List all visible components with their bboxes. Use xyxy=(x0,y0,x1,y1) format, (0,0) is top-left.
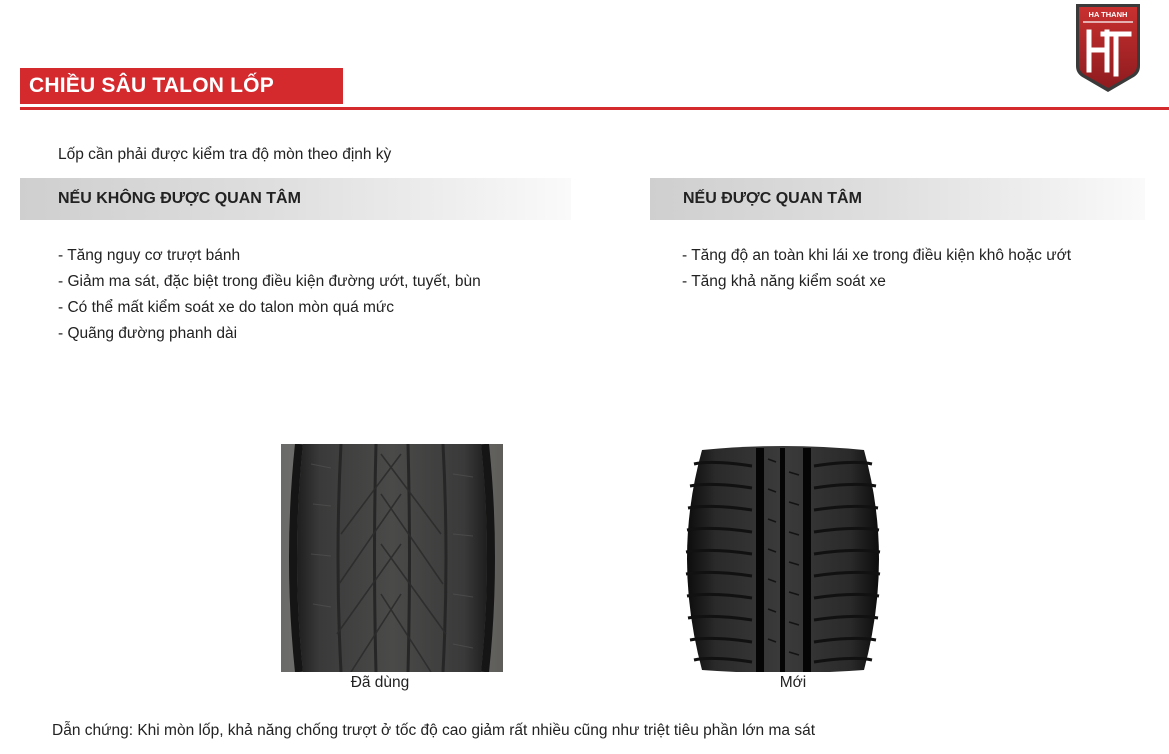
heading-cared: NẾU ĐƯỢC QUAN TÂM xyxy=(650,178,1145,220)
list-item: - Có thể mất kiểm soát xe do talon mòn quá mức xyxy=(58,299,395,316)
list-item: - Giảm ma sát, đặc biệt trong điều kiện đường ướt, tuyết, bùn xyxy=(58,273,481,290)
list-item: - Tăng nguy cơ trượt bánh xyxy=(58,247,241,264)
logo-top-text: HA THANH xyxy=(1088,10,1128,19)
evidence-text: Dẫn chứng: Khi mòn lốp, khả năng chống trượt ở tốc độ cao giảm rất nhiều cũng như triệt tiêu phần lớn ma sát xyxy=(52,722,815,739)
list-item: - Tăng độ an toàn khi lái xe trong điều kiện khô hoặc ướt xyxy=(682,247,1072,264)
cared-list xyxy=(682,243,1071,295)
brand-logo xyxy=(1073,2,1143,94)
new-tire-caption: Mới xyxy=(779,674,807,691)
list-item: - Quãng đường phanh dài xyxy=(58,325,238,342)
heading-not-cared: NẾU KHÔNG ĐƯỢC QUAN TÂM xyxy=(20,178,571,220)
used-tire-caption: Đã dùng xyxy=(350,674,410,691)
title-underline xyxy=(20,107,1169,110)
list-item: - Tăng khả năng kiểm soát xe xyxy=(682,273,886,290)
used-tire-photo xyxy=(281,444,503,672)
new-tire-photo xyxy=(672,444,894,672)
ht-shield-icon xyxy=(1073,2,1143,94)
not-cared-list xyxy=(58,243,481,347)
page-title: CHIỀU SÂU TALON LỐP xyxy=(20,68,343,104)
intro-text: Lốp cần phải được kiểm tra độ mòn theo định kỳ xyxy=(58,146,392,163)
